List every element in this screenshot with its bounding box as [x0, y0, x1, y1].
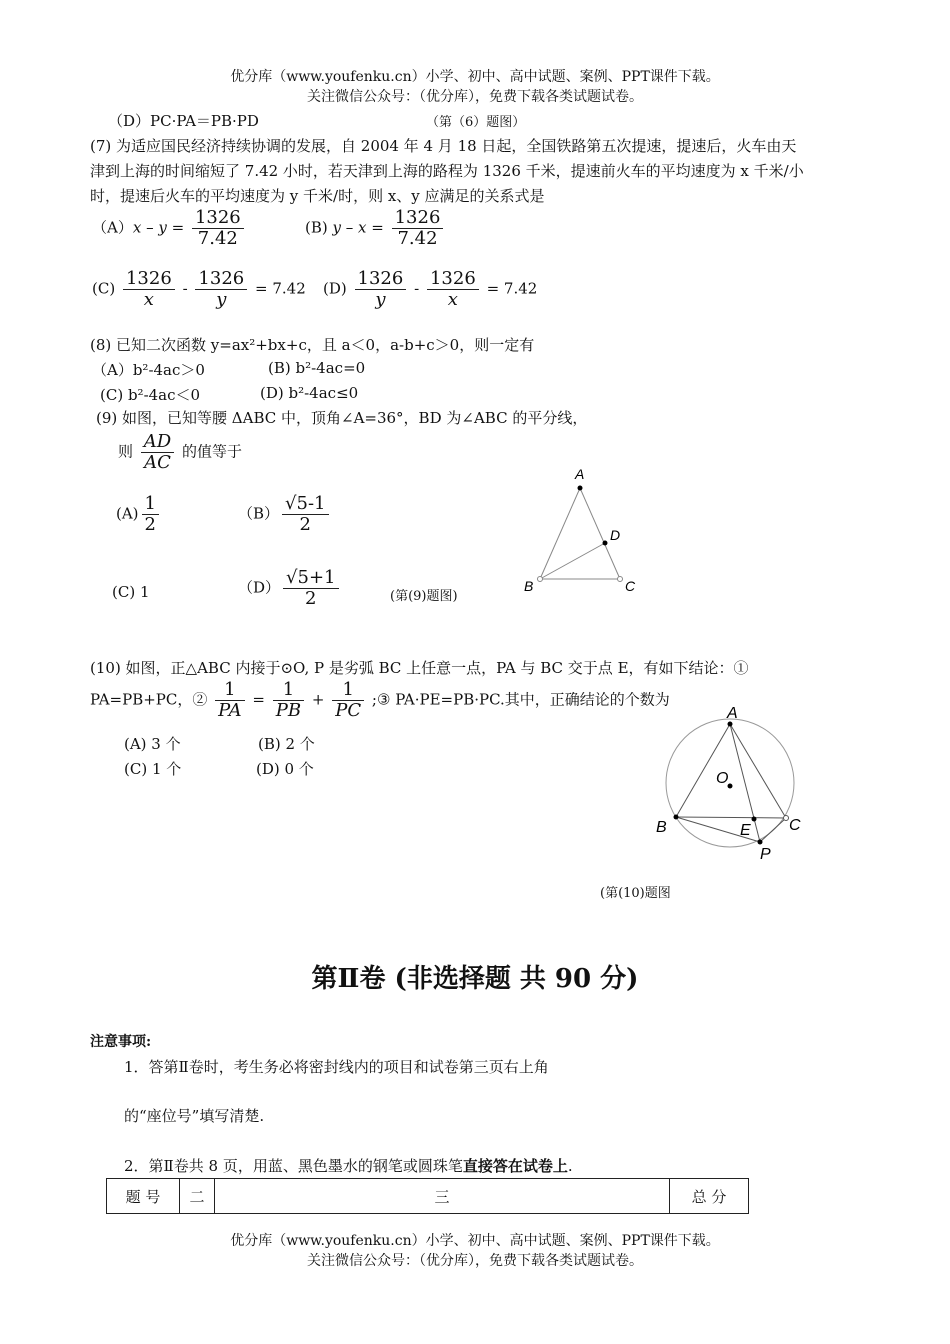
footer-line-1: 优分库（www.youfenku.cn）小学、初中、高中试题、案例、PPT课件下载。 — [230, 1233, 720, 1249]
q9-option-b: （B） $\frac{√5-1}{2}$ — [238, 494, 332, 535]
q8-option-d: (D) b²-4ac≤0 — [260, 384, 359, 402]
q9-label-b: B — [524, 578, 534, 594]
q10-label-e: E — [740, 822, 751, 839]
q7-option-d: (D) $\frac{1326}{y}$ - $\frac{1326}{x}$ = 7.42 — [323, 268, 538, 310]
part2-title: 第Ⅱ卷 (非选择题 共 90 分) — [311, 964, 639, 994]
q9-question: 则 $\frac{AD}{AC}$ 的值等于 — [118, 431, 243, 473]
note-1b: 的“座位号”填写清楚. — [124, 1107, 265, 1125]
q7-stem-line-3: 时，提速后火车的平均速度为 y 千米/时，则 x、y 应满足的关系式是 — [90, 187, 545, 205]
q10-point-b — [674, 815, 679, 820]
header-line-1: 优分库（www.youfenku.cn）小学、初中、高中试题、案例、PPT课件下载。 — [230, 69, 720, 85]
q10-point-e — [752, 817, 757, 822]
q10-label-a: A — [727, 705, 738, 722]
q10-option-c: (C) 1 个 — [124, 760, 182, 778]
score-col-question-no: 题 号 — [107, 1179, 180, 1214]
q7-stem-line-2: 津到上海的时间缩短了 7.42 小时，若天津到上海的路程为 1326 千米，提速前火车的平均速度为 x 千米/小 — [90, 162, 804, 180]
score-col-2: 二 — [180, 1179, 215, 1214]
q10-circle-figure — [650, 700, 810, 870]
q10-label-o: O — [716, 770, 729, 787]
score-col-total: 总 分 — [670, 1179, 749, 1214]
q9-triangle-figure — [520, 462, 650, 597]
q9-option-d: （D） $\frac{√5+1}{2}$ — [238, 568, 342, 609]
q10-option-a: (A) 3 个 — [124, 735, 181, 753]
note-1a: 1．答第Ⅱ卷时，考生务必将密封线内的项目和试卷第三页右上角 — [124, 1058, 549, 1076]
q8-option-a: （A）b²-4ac＞0 — [92, 361, 205, 379]
q9-caption: (第(9)题图) — [390, 589, 458, 604]
q9-point-c — [618, 577, 623, 582]
q10-chord-pc — [760, 818, 786, 842]
q8-option-b: (B) b²-4ac=0 — [268, 359, 366, 377]
score-table — [106, 1178, 749, 1214]
score-col-3: 三 — [215, 1179, 670, 1214]
footer-line-2: 关注微信公众号：（优分库），免费下载各类试题试卷。 — [307, 1253, 643, 1269]
q9-point-b — [538, 577, 543, 582]
q7-stem-line-1: (7) 为适应国民经济持续协调的发展，自 2004 年 4 月 18 日起，全国铁路第五次提速，提速后，火车由天 — [90, 137, 797, 155]
q8-stem: (8) 已知二次函数 y=ax²+bx+c，且 a＜0，a-b+c＞0，则一定有 — [90, 336, 535, 354]
note-2: 2．第Ⅱ卷共 8 页，用蓝、黑色墨水的钢笔或圆珠笔直接答在试卷上. — [124, 1157, 573, 1175]
q9-option-c: (C) 1 — [112, 583, 150, 601]
q9-bisector-bd — [540, 543, 605, 579]
q9-point-a — [578, 486, 583, 491]
q10-label-p: P — [760, 846, 771, 863]
q7-option-a: （A）x – y = $\frac{1326}{7.42}$ — [92, 208, 247, 249]
q10-label-c: C — [789, 817, 801, 834]
q10-side-ac — [730, 724, 786, 818]
q9-option-a: (A) $\frac{1}{2}$ — [116, 494, 162, 535]
q7-option-c: (C) $\frac{1326}{x}$ - $\frac{1326}{y}$ = 7.42 — [92, 268, 306, 310]
q10-point-a — [728, 722, 733, 727]
q10-label-b: B — [656, 819, 667, 836]
q9-label-d: D — [610, 527, 621, 543]
q6-caption: （第（6）题图） — [426, 115, 526, 130]
q9-label-a: A — [575, 466, 585, 482]
q10-stem-line-2: PA=PB+PC，② $\frac{1}{PA}$ = $\frac{1}{PB}$ + $\frac{1}{PC}$ ;③ PA·PE=PB·PC.其中，正确结论的个数为 — [90, 679, 670, 721]
q9-stem: (9) 如图，已知等腰 ΔABC 中，顶角∠A=36°，BD 为∠ABC 的平分线， — [96, 409, 588, 427]
q9-label-c: C — [625, 578, 636, 594]
q9-side-ab — [540, 488, 580, 579]
q10-point-c — [784, 816, 789, 821]
q6-option-d: （D）PC·PA＝PB·PD — [108, 112, 259, 130]
header-line-2: 关注微信公众号：（优分库），免费下载各类试题试卷。 — [307, 89, 643, 105]
q10-side-bc — [676, 817, 786, 818]
q10-option-d: (D) 0 个 — [256, 760, 314, 778]
q8-option-c: (C) b²-4ac＜0 — [100, 386, 201, 404]
q7-option-b: (B) y – x = $\frac{1326}{7.42}$ — [305, 208, 446, 249]
notes-heading: 注意事项: — [90, 1034, 152, 1050]
q10-point-p — [758, 840, 763, 845]
q10-stem-line-1: (10) 如图，正△ABC 内接于⊙O, P 是劣弧 BC 上任意一点，PA 与 BC 交于点 E，有如下结论：① — [90, 659, 749, 677]
q9-point-d — [603, 541, 608, 546]
q10-option-b: (B) 2 个 — [258, 735, 315, 753]
q10-caption: (第(10)题图 — [600, 886, 671, 901]
